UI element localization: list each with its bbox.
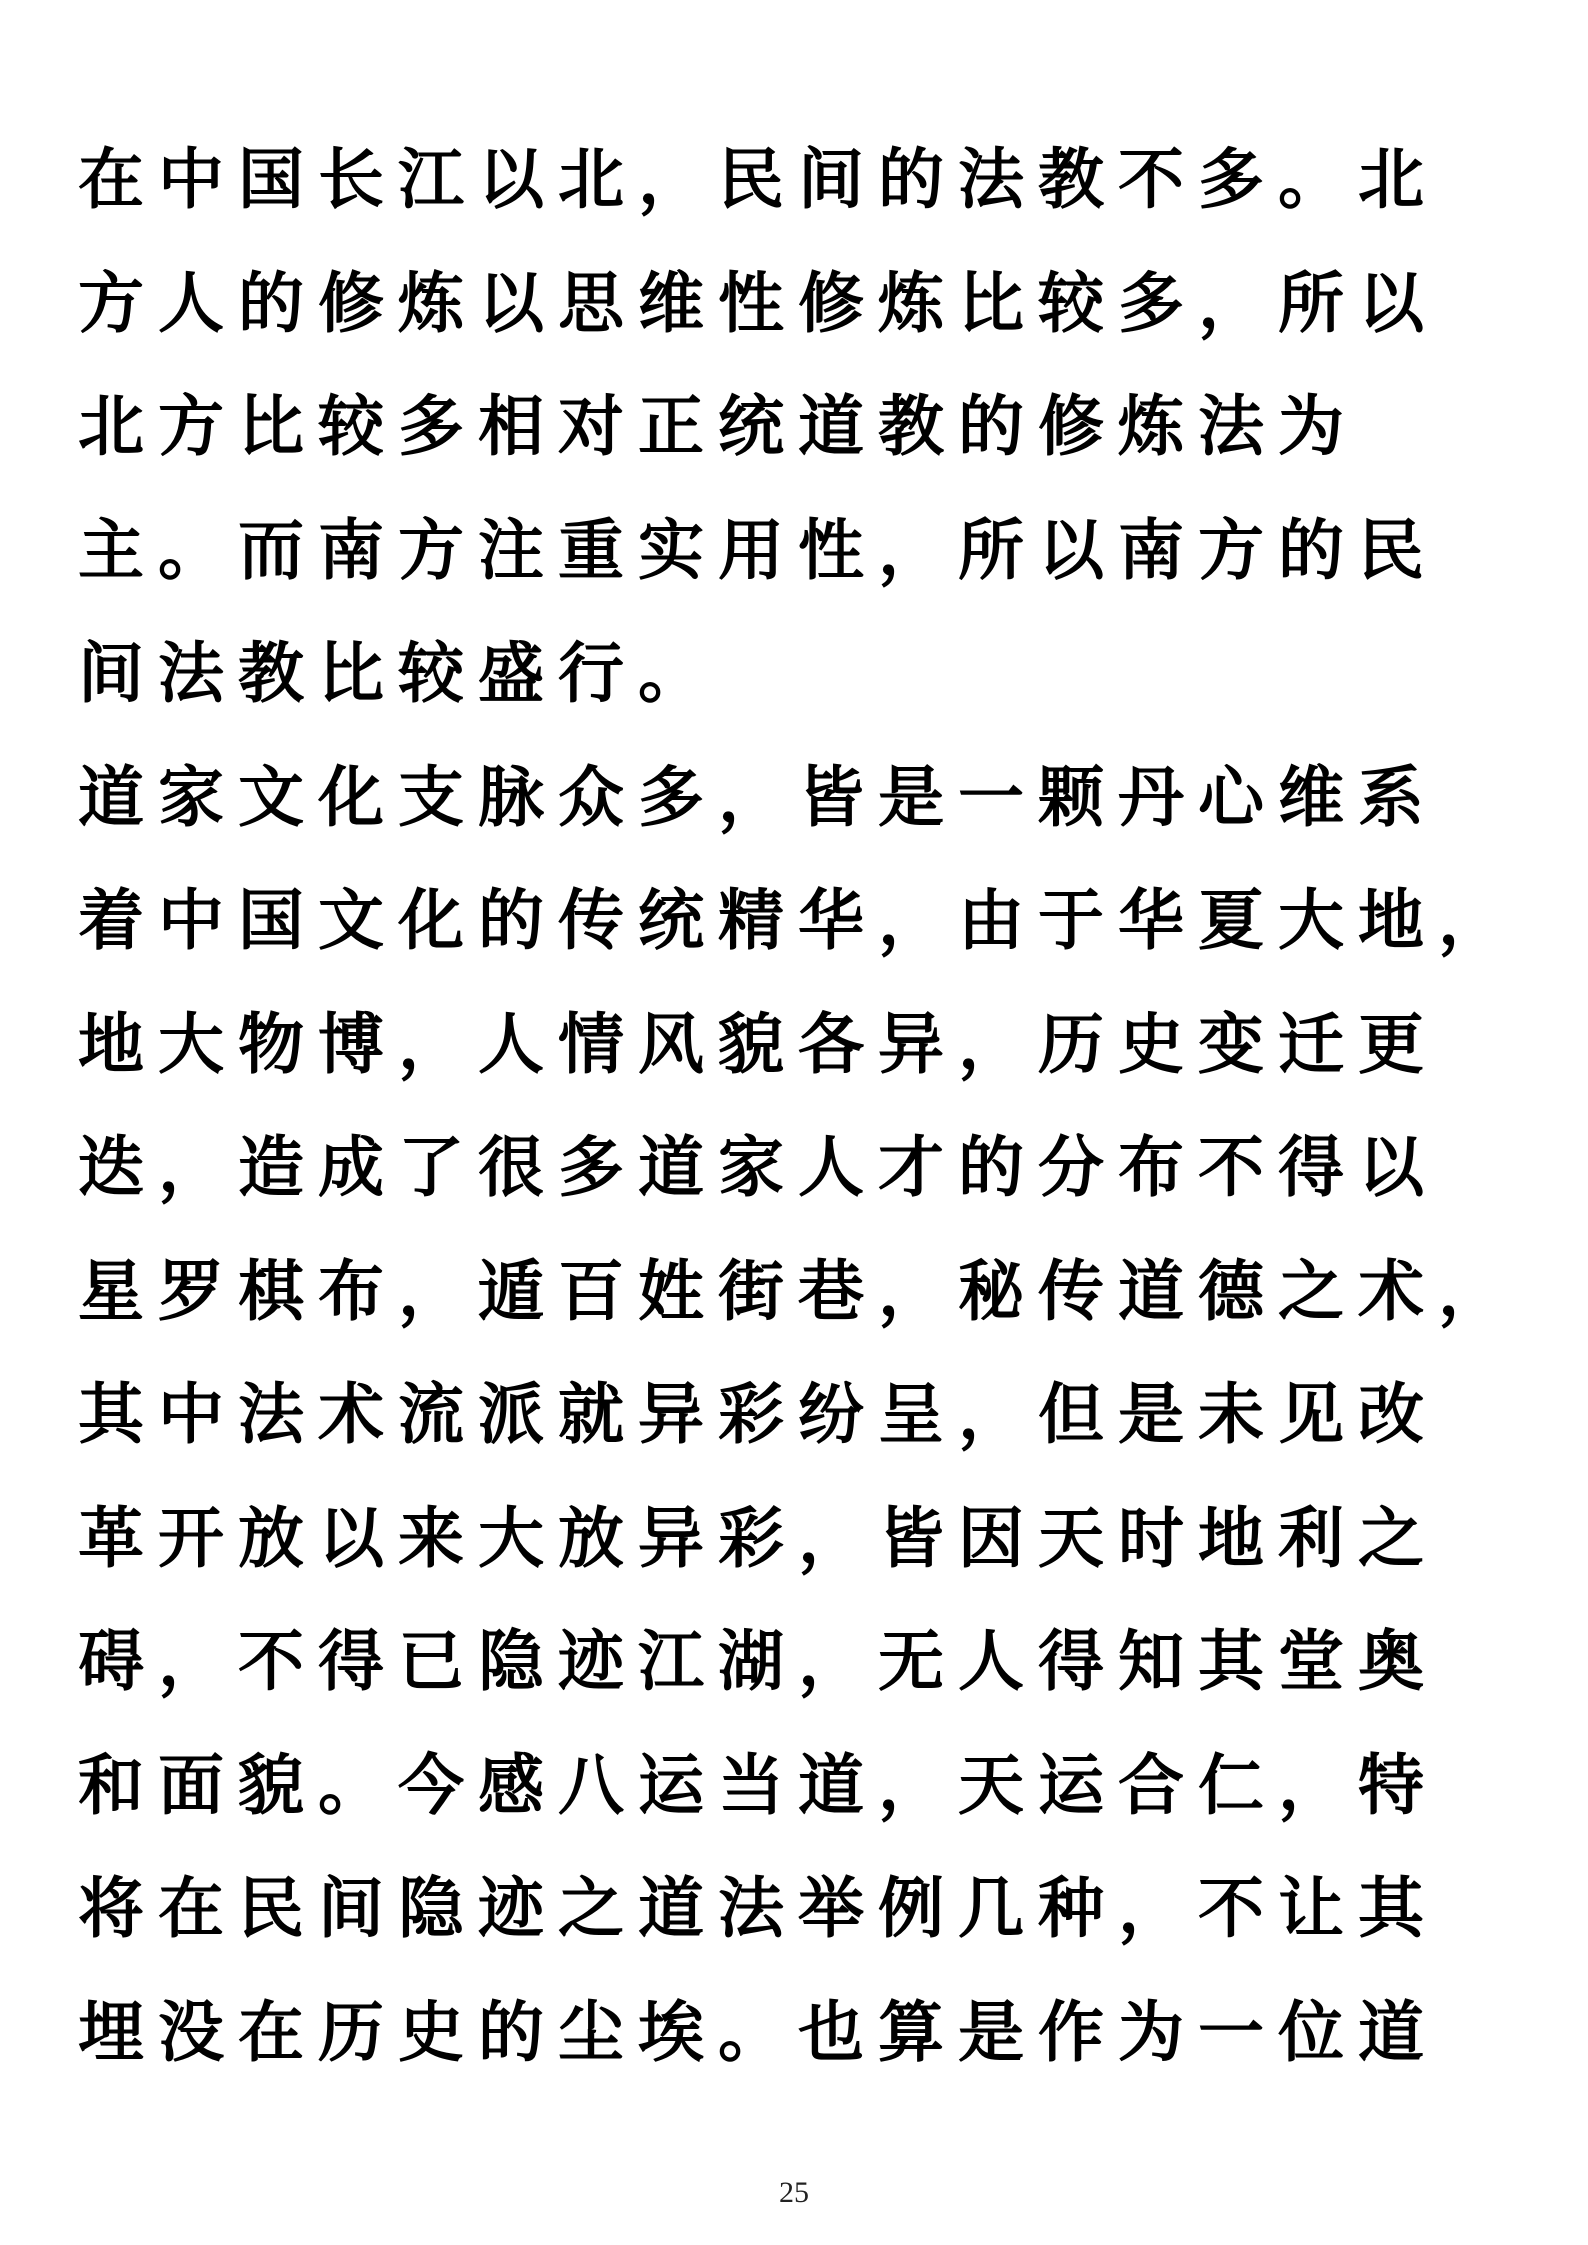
- text-line: 着中国文化的传统精华，由于华夏大地，: [78, 881, 1518, 959]
- text-line: 北方比较多相对正统道教的修炼法为: [78, 387, 1358, 465]
- text-line: 地大物博，人情风貌各异，历史变迁更: [78, 1004, 1438, 1083]
- text-line: 方人的修炼以思维性修炼比较多，所以: [78, 263, 1438, 342]
- page-number: 25: [779, 2176, 809, 2209]
- text-line: 其中法术流派就异彩纷呈，但是未见改: [78, 1375, 1438, 1453]
- text-line: 在中国长江以北，民间的法教不多。北: [78, 140, 1438, 218]
- text-line: 将在民间隐迹之道法举例几种，不让其: [78, 1869, 1438, 1947]
- text-line: 间法教比较盛行。: [78, 634, 718, 712]
- body-text: [78, 118, 1538, 2094]
- text-line: 碍，不得已隐迹江湖，无人得知其堂奥: [78, 1622, 1438, 1700]
- text-line: 主。而南方注重实用性，所以南方的民: [78, 510, 1438, 589]
- text-line: 和面貌。今感八运当道，天运合仁，特: [78, 1745, 1438, 1824]
- text-line: 星罗棋布，遁百姓街巷，秘传道德之术，: [78, 1251, 1518, 1330]
- text-line: 道家文化支脉众多，皆是一颗丹心维系: [78, 757, 1438, 836]
- text-line: 迭，造成了很多道家人才的分布不得以: [78, 1128, 1438, 1206]
- text-line: 革开放以来大放异彩，皆因天时地利之: [78, 1498, 1438, 1577]
- text-line: 埋没在历史的尘埃。也算是作为一位道: [78, 1992, 1438, 2071]
